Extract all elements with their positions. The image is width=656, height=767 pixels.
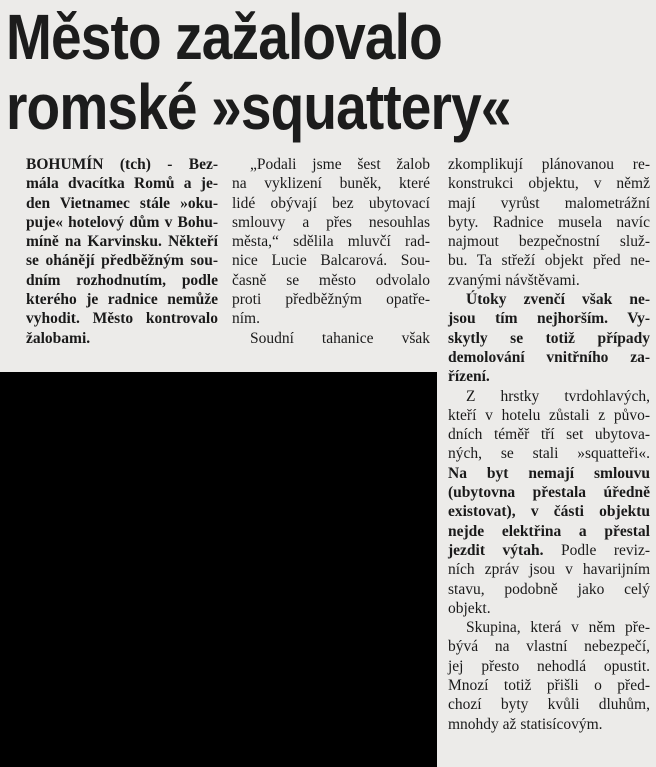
text-line: bývá na vlastní nebezpečí, [448,638,650,656]
text-fragment: Podle reviz- [561,541,651,559]
text-line: demolování vnitřního za- [448,348,650,366]
text-line: byty. Radnice musela navíc [448,213,650,231]
text-line: BOHUMÍN (tch) - Bez- [26,156,218,173]
text-line: zvanými návštěvami. [448,271,580,289]
text-line: den Vietnamec stále »oku- [26,194,218,212]
text-line: Na byt nemají smlouvu [448,464,650,482]
text-line: chozí byty kvůli dluhům, [448,696,650,714]
text-line: (ubytovna přestala úředně [448,484,650,502]
text-line: ných, se stali »squatteři«. [448,445,650,463]
text-line: objekt. [448,599,491,617]
text-line: města,“ sdělila mluvčí rad- [232,233,430,251]
text-line: dním rozhodnutím, podle [26,271,218,289]
text-line: puje« hotelový dům v Bohu- [26,213,218,231]
text-line: konstrukci objektu, v němž [448,175,650,193]
headline [6,2,562,142]
text-line: existovat), v části objektu [448,503,650,521]
text-line: nice Lucie Balcarová. Sou- [232,252,430,270]
text-line: Soudní tahanice však [250,329,430,347]
text-line: smlouvy a přes nesouhlas [232,213,430,231]
text-line: skytly se totiž případy [448,329,650,347]
text-line: ních zpráv jsou v havarijním [448,561,650,579]
text-line: kterého je radnice nemůže [26,291,218,309]
text-line: ním. [232,310,260,328]
text-line: vyhodit. Město kontrovalo [26,310,218,328]
text-line: stavu, podobně jako celý [448,580,650,598]
text-line: se ohánějí předběžným sou- [26,252,218,270]
text-fragment: jezdit výtah. [448,541,544,559]
text-line: mnohdy až statisícovým. [448,715,603,733]
text-line: jsou tím nejhorším. Vy- [448,310,650,328]
text-line: jej přesto nehodlá opustit. [448,657,650,675]
text-line: lidé obývají bez ubytovací [232,194,430,212]
text-line: mají vyrůst malometrážní [448,194,650,212]
text-line: Útoky zvenčí však ne- [466,291,650,309]
text-line: Z hrstky tvrdohlavých, [466,387,650,405]
text-line: najmout bezpečnostní služ- [448,233,650,251]
headline-line-1: Město zažalovalo [6,1,442,73]
text-line [448,541,650,560]
article-lead-column [26,155,218,348]
text-line: na vyklizení buněk, které [232,175,430,193]
text-line: žalobami. [26,329,91,347]
text-line: „Podali jsme šest žalob [250,156,430,173]
text-line: Skupina, která v něm pře- [466,619,650,637]
text-line: míně na Karvinsku. Někteří [26,233,218,251]
text-line: řízení. [448,368,490,386]
text-line: bu. Ta střeží objekt před ne- [448,252,650,270]
text-line: kteří v hotelu zůstali z půvo- [448,406,650,424]
headline-line-2: romské »squattery« [6,71,511,143]
article-column-2 [232,155,430,348]
text-line: nejde elektřina a přestal [448,522,650,540]
text-line: dních téměř tří set ubytova- [448,426,650,444]
text-line: časně se město odvolalo [232,271,430,289]
text-line: zkomplikují plánovanou re- [448,156,650,173]
text-line: proti předběžným opatře- [232,291,430,309]
text-line: Mnozí totiž přišli o před- [448,677,650,695]
article-column-3 [448,155,650,734]
redacted-photo [0,372,437,767]
text-line: mála dvacítka Romů a je- [26,175,218,193]
